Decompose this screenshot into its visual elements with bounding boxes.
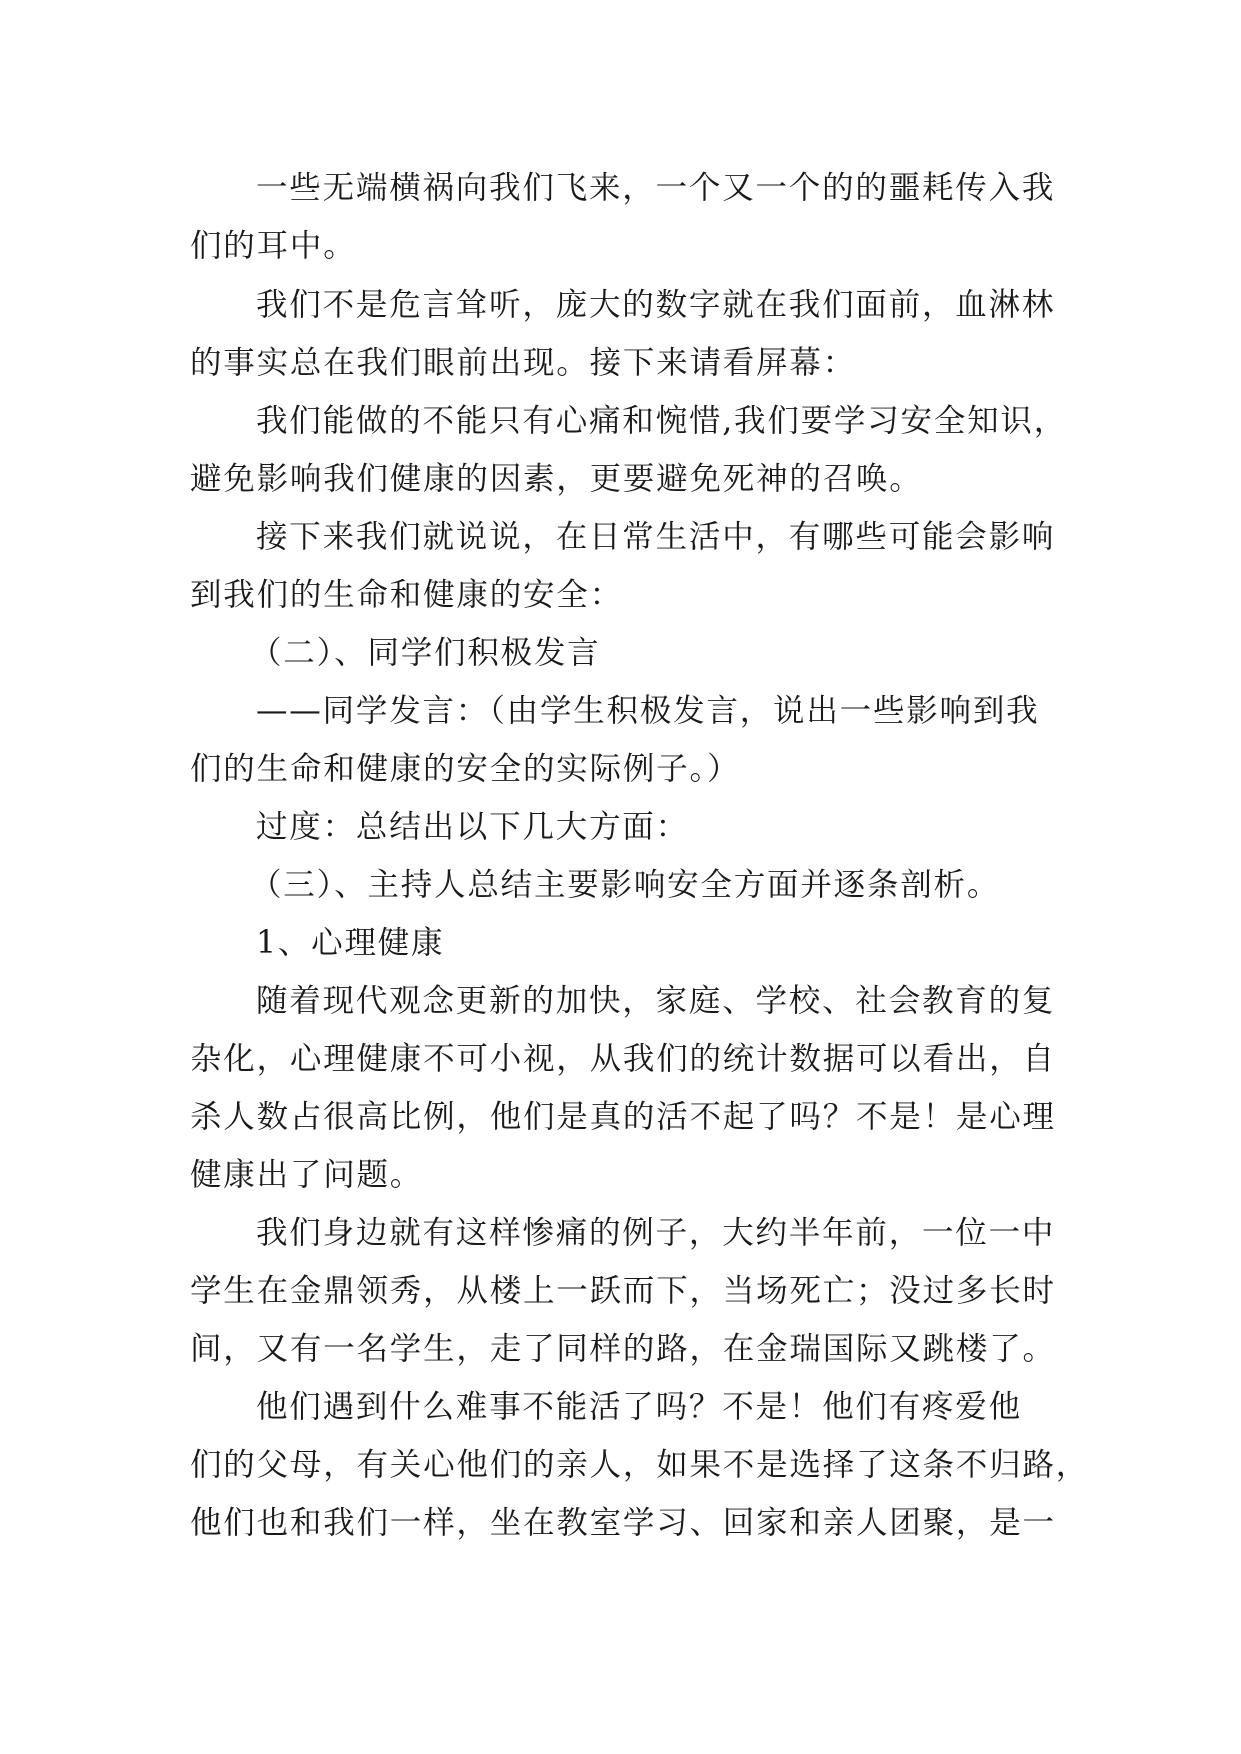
paragraph-line: 他们也和我们一样，坐在教室学习、回家和亲人团聚，是一 (190, 1505, 1056, 1541)
paragraph-line: 我们能做的不能只有心痛和惋惜,我们要学习安全知识， (256, 403, 1068, 439)
section-heading: （二）、同学们积极发言 (250, 635, 601, 671)
paragraph-line: 我们身边就有这样惨痛的例子，大约半年前，一位一中 (256, 1215, 1056, 1251)
paragraph-line: 过度：总结出以下几大方面： (256, 809, 689, 845)
paragraph-line: 他们遇到什么难事不能活了吗？不是！他们有疼爱他 (256, 1389, 1022, 1425)
paragraph-line: 到我们的生命和健康的安全： (190, 577, 623, 613)
paragraph-line: 接下来我们就说说，在日常生活中，有哪些可能会影响 (256, 519, 1056, 555)
paragraph-line: 健康出了问题。 (190, 1157, 424, 1193)
paragraph-line: 我们不是危言耸听，庞大的数字就在我们面前，血淋林 (256, 287, 1056, 323)
paragraph-line: 一些无端横祸向我们飞来，一个又一个的的噩耗传入我 (256, 170, 1056, 206)
paragraph-line: 杀人数占很高比例，他们是真的活不起了吗？不是！是心理 (190, 1099, 1056, 1135)
section-heading: （三）、主持人总结主要影响安全方面并逐条剖析。 (250, 867, 1001, 903)
paragraph-line: 避免影响我们健康的因素，更要避免死神的召唤。 (190, 461, 923, 497)
paragraph-line: 随着现代观念更新的加快，家庭、学校、社会教育的复 (256, 983, 1056, 1019)
paragraph-line: 学生在金鼎领秀，从楼上一跃而下，当场死亡；没过多长时 (190, 1273, 1056, 1309)
paragraph-line: 们的生命和健康的安全的实际例子。） (190, 751, 741, 787)
paragraph-line: ——同学发言：（由学生积极发言，说出一些影响到我 (256, 693, 1040, 729)
paragraph-line: 们的父母，有关心他们的亲人，如果不是选择了这条不归路， (190, 1447, 1090, 1483)
paragraph-line: 的事实总在我们眼前出现。接下来请看屏幕： (190, 345, 857, 381)
subsection-heading: 1、心理健康 (256, 925, 445, 961)
paragraph-line: 们的耳中。 (190, 228, 357, 264)
paragraph-line: 间，又有一名学生，走了同样的路，在金瑞国际又跳楼了。 (190, 1331, 1056, 1367)
paragraph-line: 杂化，心理健康不可小视，从我们的统计数据可以看出，自 (190, 1041, 1056, 1077)
